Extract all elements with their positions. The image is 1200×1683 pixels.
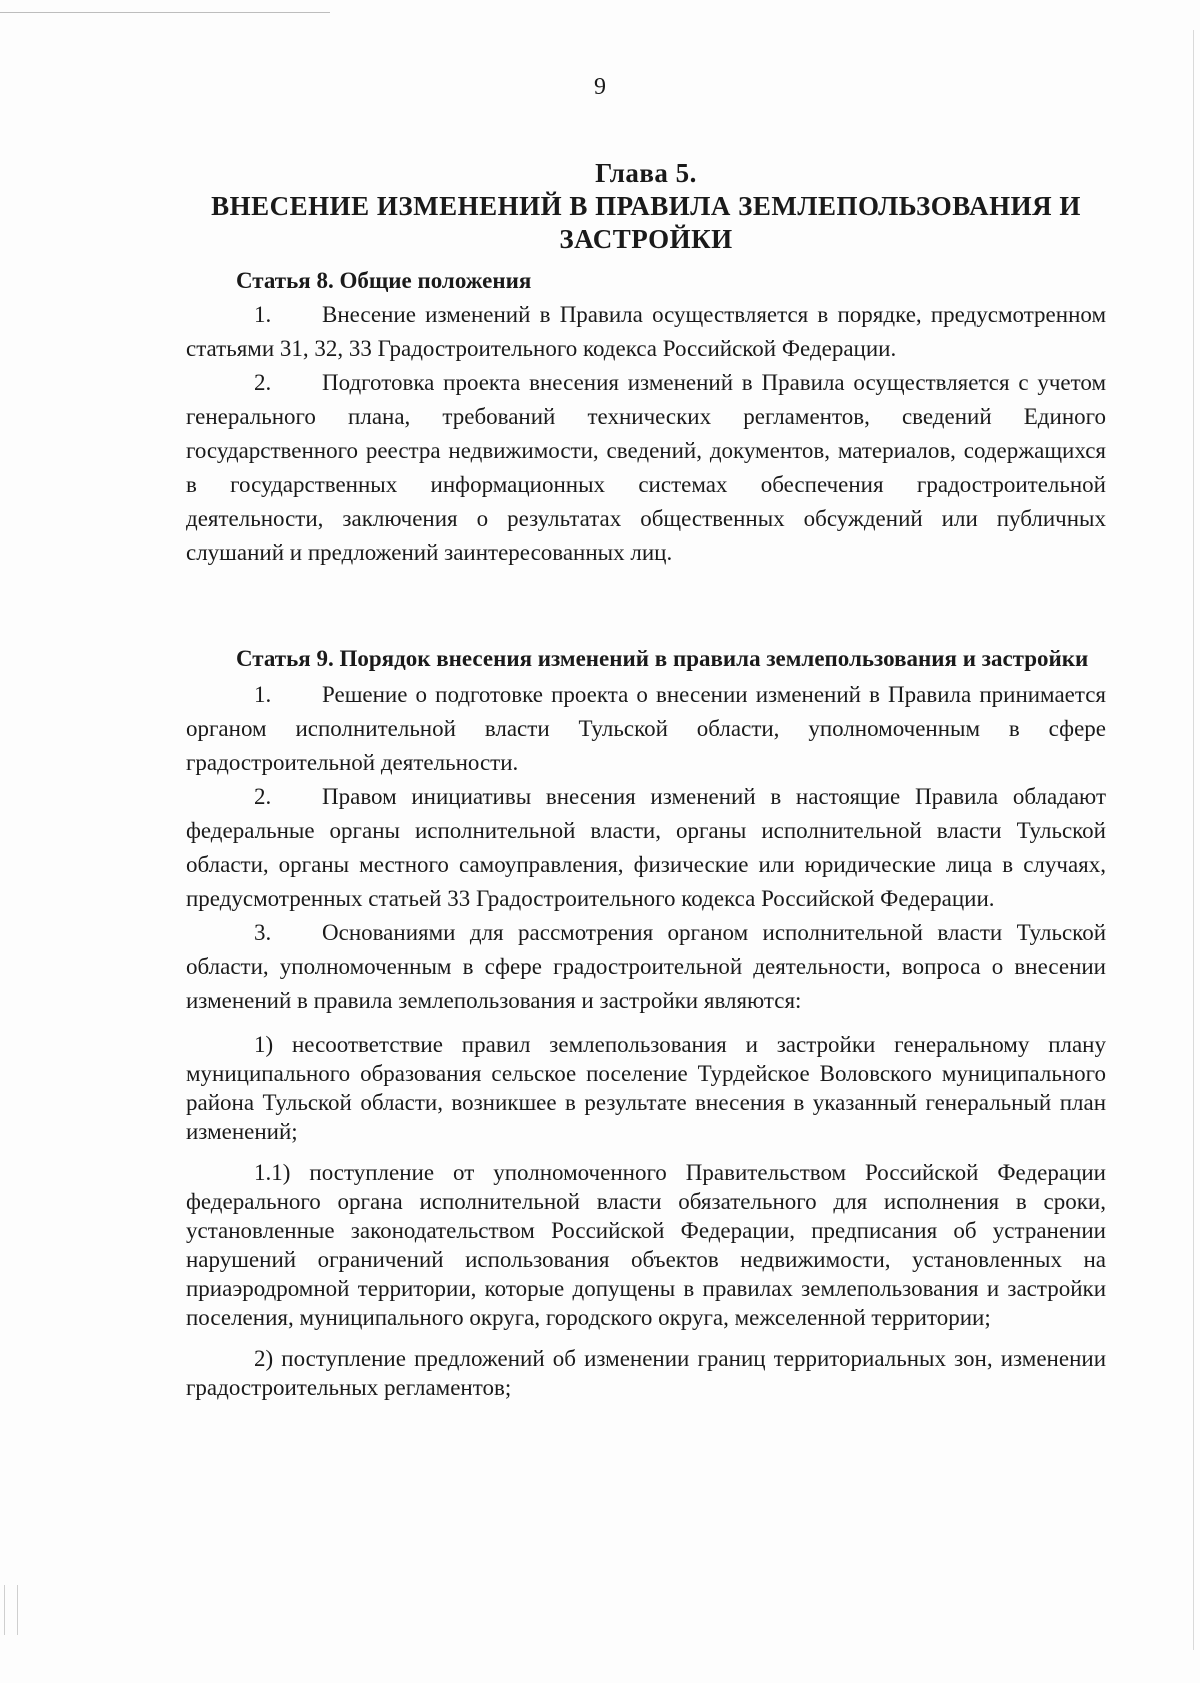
item-text: Подготовка проекта внесения изменений в Правила осуществляется с учетом генерального плана, требований технических регламентов, сведений Единого государственного реестра недвижимости, сведений, документов, материалов, содержащихся в государственных информационных системах обеспечения градостроительной деятельности, заключения о результатах общественных обсуждений или публичных слушаний и предложений заинтересованных лиц. [186, 370, 1106, 565]
chapter-title-line1: ВНЕСЕНИЕ ИЗМЕНЕНИЙ В ПРАВИЛА ЗЕМЛЕПОЛЬЗОВАНИЯ И [211, 191, 1081, 221]
scan-artifact-line [0, 12, 330, 13]
item-text: Основаниями для рассмотрения органом исполнительной власти Тульской области, уполномоченным в сфере градостроительной деятельности, вопроса о внесении изменений в правила землепользования и застройки являются: [186, 920, 1106, 1013]
article-9-item-2 [186, 780, 1106, 916]
article-9-subitem-1: 1) несоответствие правил землепользования и застройки генеральному плану муниципального образования сельское поселение Турдейское Воловского муниципального района Тульской области, возникшее в результате внесения в указанный генеральный план изменений; [186, 1032, 1106, 1144]
item-text: Внесение изменений в Правила осуществляется в порядке, предусмотренном статьями 31, 32, 33 Градостроительного кодекса Российской Федерации. [186, 302, 1106, 361]
article-9-subitem-2: 2) поступление предложений об изменении границ территориальных зон, изменении градостроительных регламентов; [186, 1346, 1106, 1400]
item-text: Решение о подготовке проекта о внесении изменений в Правила принимается органом исполнительной власти Тульской области, уполномоченным в сфере градостроительной деятельности. [186, 682, 1106, 775]
item-number: 1. [254, 302, 272, 327]
item-text: Правом инициативы внесения изменений в настоящие Правила обладают федеральные органы исполнительной власти, органы исполнительной власти Тульской области, органы местного самоуправления, физические или юридические лица в случаях, предусмотренных статьей 33 Градостроительного кодекса Российской Федерации. [186, 784, 1106, 911]
chapter-title-line2: ЗАСТРОЙКИ [559, 224, 733, 254]
item-number: 2. [254, 784, 272, 809]
item-number: 2. [254, 370, 272, 395]
article-9-item-3 [186, 916, 1106, 1018]
chapter-number: Глава 5. [595, 158, 697, 188]
article-8-title: Статья 8. Общие положения [236, 268, 532, 293]
article-9 [186, 644, 1106, 1402]
page-number: 9 [594, 74, 606, 100]
item-number: 3. [254, 920, 272, 945]
article-8-item-1 [186, 298, 1106, 366]
scan-artifact-edge [1193, 30, 1194, 1650]
article-9-item-1 [186, 678, 1106, 780]
article-9-subitem-1-1: 1.1) поступление от уполномоченного Правительством Российской Федерации федерального органа исполнительной власти обязательного для исполнения в сроки, установленные законодательством Российской Федерации, предписания об устранении нарушений ограничений использования объектов недвижимости, установленных на приаэродромной территории, которые допущены в правилах землепользования и застройки поселения, муниципального округа, городского округа, межселенной территории; [186, 1160, 1106, 1330]
chapter-heading [186, 157, 1106, 256]
article-9-title: Статья 9. Порядок внесения изменений в правила землепользования и застройки [236, 646, 1089, 671]
item-number: 1. [254, 682, 272, 707]
article-8-item-2 [186, 366, 1106, 570]
scan-artifact-marks [4, 1585, 18, 1635]
article-8 [186, 264, 1106, 570]
